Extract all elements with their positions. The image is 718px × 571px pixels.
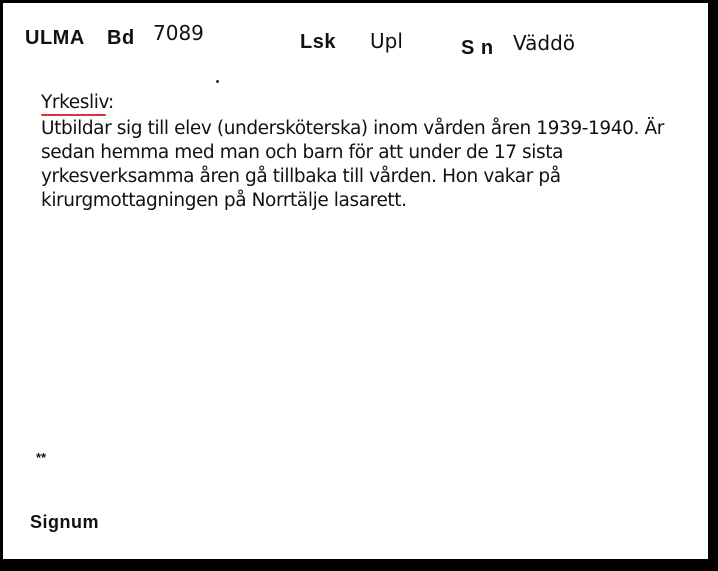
section-label-underline <box>41 114 106 116</box>
card-body <box>41 91 701 213</box>
province-value: Upl <box>370 29 403 53</box>
volume-number: 7089 <box>153 21 204 45</box>
footnote-stars: ** <box>36 450 47 465</box>
parish-value: Väddö <box>513 31 576 55</box>
archive-code: ULMA <box>25 27 85 49</box>
card-header <box>25 21 688 61</box>
archive-card <box>3 3 711 563</box>
ink-dot <box>216 80 219 83</box>
section-label-wrap <box>41 91 114 115</box>
body-paragraph: Utbildar sig till elev (undersköterska) inom vården åren 1939-1940. Är sedan hemma med man och barn för att under de 17 sista yrkesverksamma åren gå tillbaka till vården. Hon vakar på kirurgmottagningen på Norrtälje lasarett. <box>41 118 664 211</box>
province-label: Lsk <box>300 31 336 53</box>
volume-label: Bd <box>107 27 135 49</box>
section-label: Yrkesliv: <box>41 92 114 113</box>
signum-label: Signum <box>30 512 99 532</box>
parish-label: S n <box>461 37 494 59</box>
